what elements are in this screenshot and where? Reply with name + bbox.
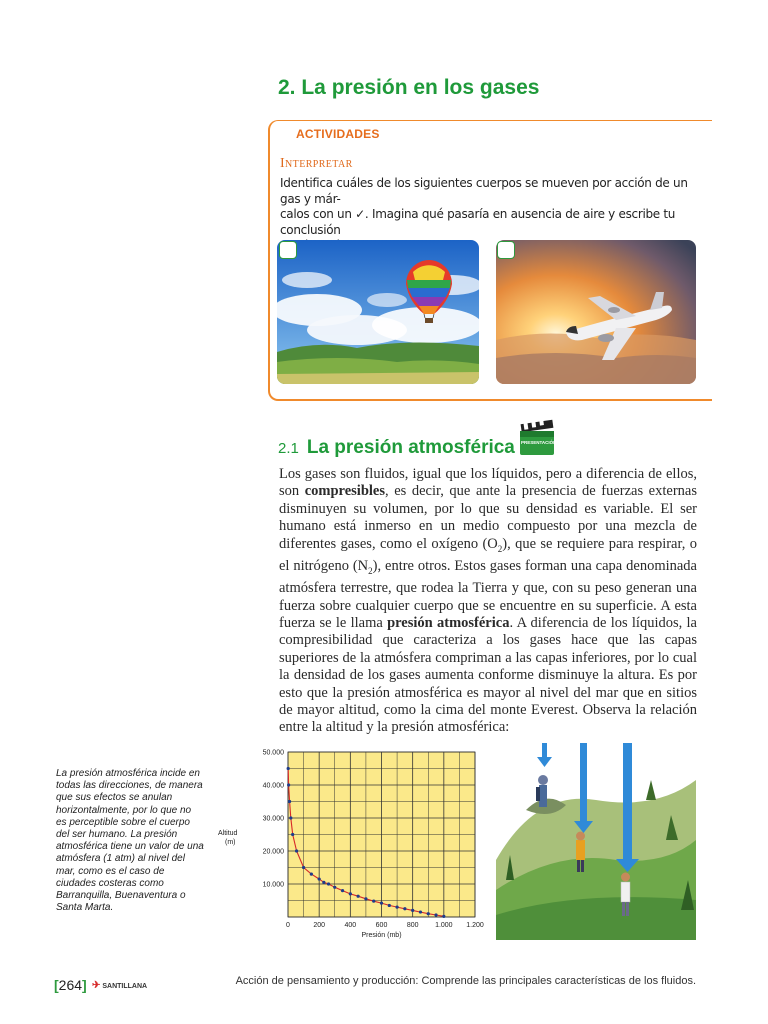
x-tick-label: 400	[344, 922, 357, 929]
data-point	[411, 909, 414, 912]
data-point	[357, 895, 360, 898]
y-axis-label: Altitud (m)	[218, 830, 238, 846]
altitude-illustration	[496, 740, 696, 940]
x-tick-label: 1.000	[435, 922, 453, 929]
data-point	[288, 800, 291, 803]
y-tick-label: 40.000	[262, 782, 284, 790]
y-tick-label: 10.000	[262, 881, 284, 889]
section-title: 2. La presión en los gases	[278, 76, 540, 99]
publisher-logo: ✈ SANTILLANA	[92, 980, 148, 991]
data-point	[403, 907, 406, 910]
body-paragraph: Los gases son fluidos, igual que los líquidos, pero a diferencia de ellos, son compresibles, es decir, que ante la presencia de fuerzas externas disminuyen su volumen, por lo que su densidad es variable. El ser humano está inmerso en un medio compuesto por una mezcla de diferentes gases, como el oxígeno $(O_2)$, que se requiere para respirar, o el nitrógeno $(N_2)$, entre otros. Estos gases forman una capa denominada atmósfera terrestre, que rodea la Tierra y que, con su peso generan una fuerza sobre cualquier cuerpo que se encuentre en su superficie. A esta fuerza se le llama presión atmosférica. A diferencia de los líquidos, la compresibilidad que caracteriza a los gases hace que las capas superiores de la atmósfera compriman a las capas inferiores, por lo cual la densidad de los gases aumenta conforme disminuye la altura. Es por esto que la presión atmosférica es mayor al nivel del mar que en sitios de mayor altitud, como la cima del monte Everest. Observa la relación entre la altitud y la presión atmosférica:	[279, 466, 697, 736]
skill-label: Interpretar	[280, 156, 353, 171]
data-point	[380, 902, 383, 905]
data-point	[388, 904, 391, 907]
y-tick-labels	[263, 750, 285, 889]
data-point	[395, 906, 398, 909]
data-point	[442, 915, 445, 918]
clapperboard-icon	[518, 418, 556, 458]
data-point	[333, 886, 336, 889]
checkbox-airplane[interactable]	[497, 241, 515, 259]
competence-footer: Acción de pensamiento y producción: Comprende las principales características de los fluidos.	[235, 975, 696, 987]
data-point	[322, 881, 325, 884]
side-note: La presión atmosférica incide en todas las direcciones, de manera que sus efectos se anulan horizontalmente, por lo que no es perceptible sobre el cuerpo del ser humano. La presión atmosférica tiene un valor de una atmósfera (1 atm) al nivel del mar, como es el caso de ciudades costeras como Barranquilla, Buenaventura o Santa Marta.	[56, 768, 204, 914]
x-tick-label: 1.200	[466, 922, 484, 929]
checkbox-balloon[interactable]	[279, 241, 297, 259]
x-tick-label: 600	[375, 922, 388, 929]
data-point	[287, 767, 290, 770]
data-point	[372, 900, 375, 903]
data-point	[419, 910, 422, 913]
y-tick-label: 30.000	[262, 815, 284, 823]
data-point	[295, 849, 298, 852]
balloon-photo	[277, 240, 479, 384]
y-tick-label: 20.000	[262, 848, 284, 856]
x-axis-label: Presión (mb)	[361, 932, 402, 939]
santillana-logo-icon: ✈	[92, 980, 101, 991]
page-number: [264]	[54, 977, 87, 993]
data-point	[427, 912, 430, 915]
x-tick-label: 800	[406, 922, 419, 929]
airplane-photo	[496, 240, 696, 384]
presentation-badge-label: PRESENTACIÓN	[521, 440, 557, 445]
subsection-title: 2.1 La presión atmosférica	[278, 437, 515, 458]
data-point	[310, 873, 313, 876]
data-point	[318, 877, 321, 880]
data-point	[364, 897, 367, 900]
data-point	[349, 892, 352, 895]
data-point	[291, 833, 294, 836]
data-point	[289, 816, 292, 819]
altitude-pressure-chart	[205, 740, 495, 945]
x-tick-label: 0	[286, 922, 290, 929]
data-point	[327, 882, 330, 885]
data-point	[434, 913, 437, 916]
y-tick-label: 50.000	[262, 749, 284, 757]
data-point	[302, 866, 305, 869]
presentation-badge[interactable]	[518, 418, 556, 458]
activity-instructions: Identifica cuáles de los siguientes cuerpos se mueven por acción de un gas y már- calos con un ✓. Imagina qué pasaría en ausencia de aire y escribe tu conclusión	[280, 176, 688, 237]
activities-label: ACTIVIDADES	[296, 127, 380, 141]
x-tick-labels	[286, 922, 484, 929]
data-point	[287, 783, 290, 786]
x-tick-label: 200	[313, 922, 326, 929]
data-point	[341, 889, 344, 892]
